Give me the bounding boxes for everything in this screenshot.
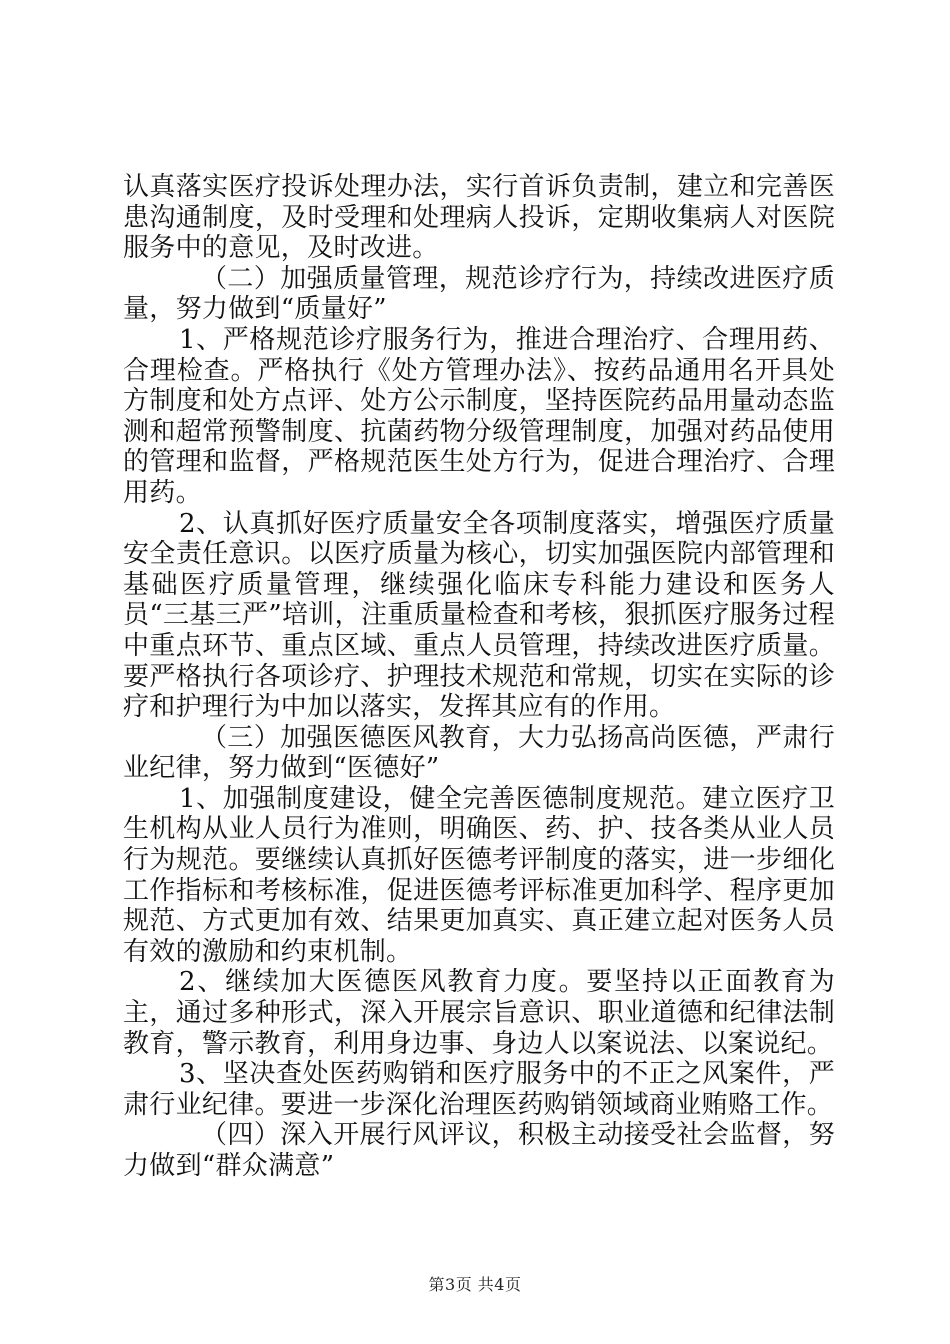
- paragraph-system-building: 1、加强制度建设，健全完善医德制度规范。建立医疗卫生机构从业人员行为准则，明确医、药、护、技各类从业人员行为规范。要继续认真抓好医德考评制度的落实，进一步细化工作指标和考核标准，促进医德考评标准更加科学、程序更加规范、方式更加有效、结果更加真实、真正建立起对医务人员有效的激励和约束机制。: [123, 783, 835, 967]
- heading-quality-management: （二）加强质量管理，规范诊疗行为，持续改进医疗质量，努力做到“质量好”: [123, 263, 835, 325]
- page-footer: 第3页 共4页: [428, 1275, 522, 1294]
- paragraph-quality-safety: 2、认真抓好医疗质量安全各项制度落实，增强医疗质量安全责任意识。以医疗质量为核心，切实加强医院内部管理和基础医疗质量管理，继续强化临床专科能力建设和医务人员“三基三严”培训，注重质量检查和考核，狠抓医疗服务过程中重点环节、重点区域、重点人员管理，持续改进医疗质量。要严格执行各项诊疗、护理技术规范和常规，切实在实际的诊疗和护理行为中加以落实，发挥其应有的作用。: [123, 508, 835, 723]
- paragraph-investigate-misconduct: 3、坚决查处医药购销和医疗服务中的不正之风案件，严肃行业纪律。要进一步深化治理医药购销领域商业贿赂工作。: [123, 1059, 835, 1120]
- document-body: [123, 172, 835, 1182]
- paragraph-ethics-education: 2、继续加大医德医风教育力度。要坚持以正面教育为主，通过多种形式，深入开展宗旨意识、职业道德和纪律法制教育，警示教育，利用身边事、身边人以案说法、以案说纪。: [123, 967, 835, 1059]
- paragraph-regulate-diagnosis: 1、严格规范诊疗服务行为，推进合理治疗、合理用药、合理检查。严格执行《处方管理办法》、按药品通用名开具处方制度和处方点评、处方公示制度，坚持医院药品用量动态监测和超常预警制度、抗菌药物分级管理制度，加强对药品使用的管理和监督，严格规范医生处方行为，促进合理治疗、合理用药。: [123, 324, 835, 508]
- heading-medical-ethics: （三）加强医德医风教育，大力弘扬高尚医德，严肃行业纪律，努力做到“医德好”: [123, 722, 835, 784]
- heading-public-supervision: （四）深入开展行风评议，积极主动接受社会监督，努力做到“群众满意”: [123, 1120, 835, 1181]
- paragraph-complaint-handling: 认真落实医疗投诉处理办法，实行首诉负责制，建立和完善医患沟通制度，及时受理和处理病人投诉，定期收集病人对医院服务中的意见，及时改进。: [123, 172, 835, 264]
